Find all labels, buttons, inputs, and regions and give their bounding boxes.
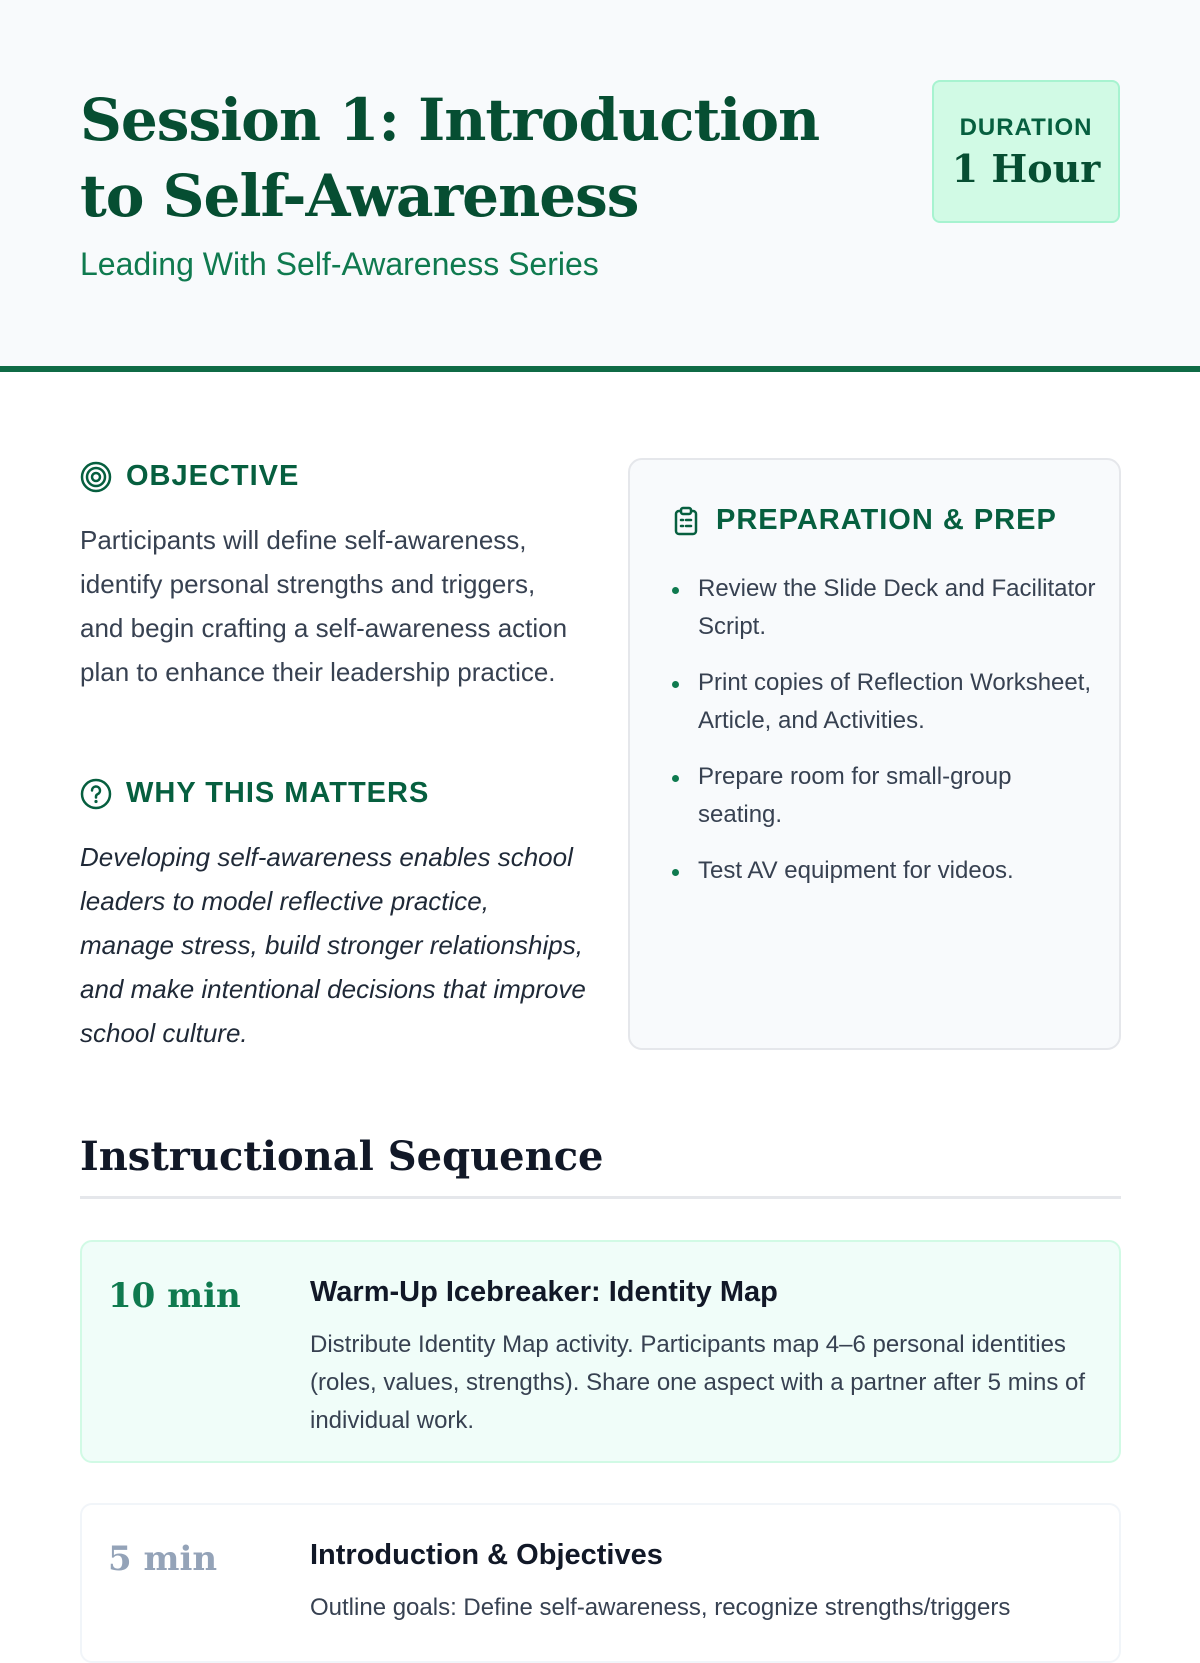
prep-heading [670, 504, 1057, 537]
objective-heading-label: OBJECTIVE [126, 460, 300, 492]
why-heading [80, 777, 429, 810]
list-item: Review the Slide Deck and Facilitator Script. [670, 570, 1100, 646]
page-title: Session 1: Introduction to Self-Awareness [80, 86, 820, 230]
preparation-card [628, 458, 1121, 1050]
list-item: Prepare room for small-group seating. [670, 758, 1100, 834]
clipboard-icon [670, 505, 702, 537]
why-text: Developing self-awareness enables school leaders to model reflective practice, manage stress, build stronger relationships, and make intentional decisions that improve school culture. [80, 842, 586, 1048]
objective-text: Participants will define self-awareness, identify personal strengths and triggers, and begin crafting a self-awareness action plan to enhance their leadership practice. [80, 525, 568, 687]
step-title: Warm-Up Icebreaker: Identity Map [310, 1276, 778, 1308]
step-description: Outline goals: Define self-awareness, recognize strengths/triggers [310, 1594, 1011, 1621]
question-circle-icon [80, 778, 112, 810]
step-time: 5 min [108, 1539, 218, 1579]
step-description: Distribute Identity Map activity. Participants map 4–6 personal identities (roles, values, strengths). Share one aspect with a partner after 5 mins of individual work. [310, 1331, 1086, 1434]
session-header [0, 0, 1200, 372]
target-icon [80, 461, 112, 493]
duration-badge [932, 80, 1120, 223]
sequence-step [80, 1503, 1121, 1663]
duration-value: 1 Hour [951, 146, 1101, 191]
step-time: 10 min [108, 1276, 241, 1316]
sequence-step [80, 1240, 1121, 1463]
step-title: Introduction & Objectives [310, 1539, 663, 1571]
prep-heading-label: PREPARATION & PREP [716, 504, 1057, 536]
list-item: Print copies of Reflection Worksheet, Article, and Activities. [670, 664, 1100, 740]
series-subtitle: Leading With Self-Awareness Series [80, 246, 599, 282]
duration-label: DURATION [959, 114, 1093, 141]
sequence-title: Instructional Sequence [80, 1133, 604, 1180]
sequence-divider [80, 1196, 1121, 1199]
why-heading-label: WHY THIS MATTERS [126, 777, 430, 809]
prep-list [670, 570, 1100, 908]
objective-heading [80, 460, 299, 493]
list-item: Test AV equipment for videos. [670, 852, 1100, 890]
